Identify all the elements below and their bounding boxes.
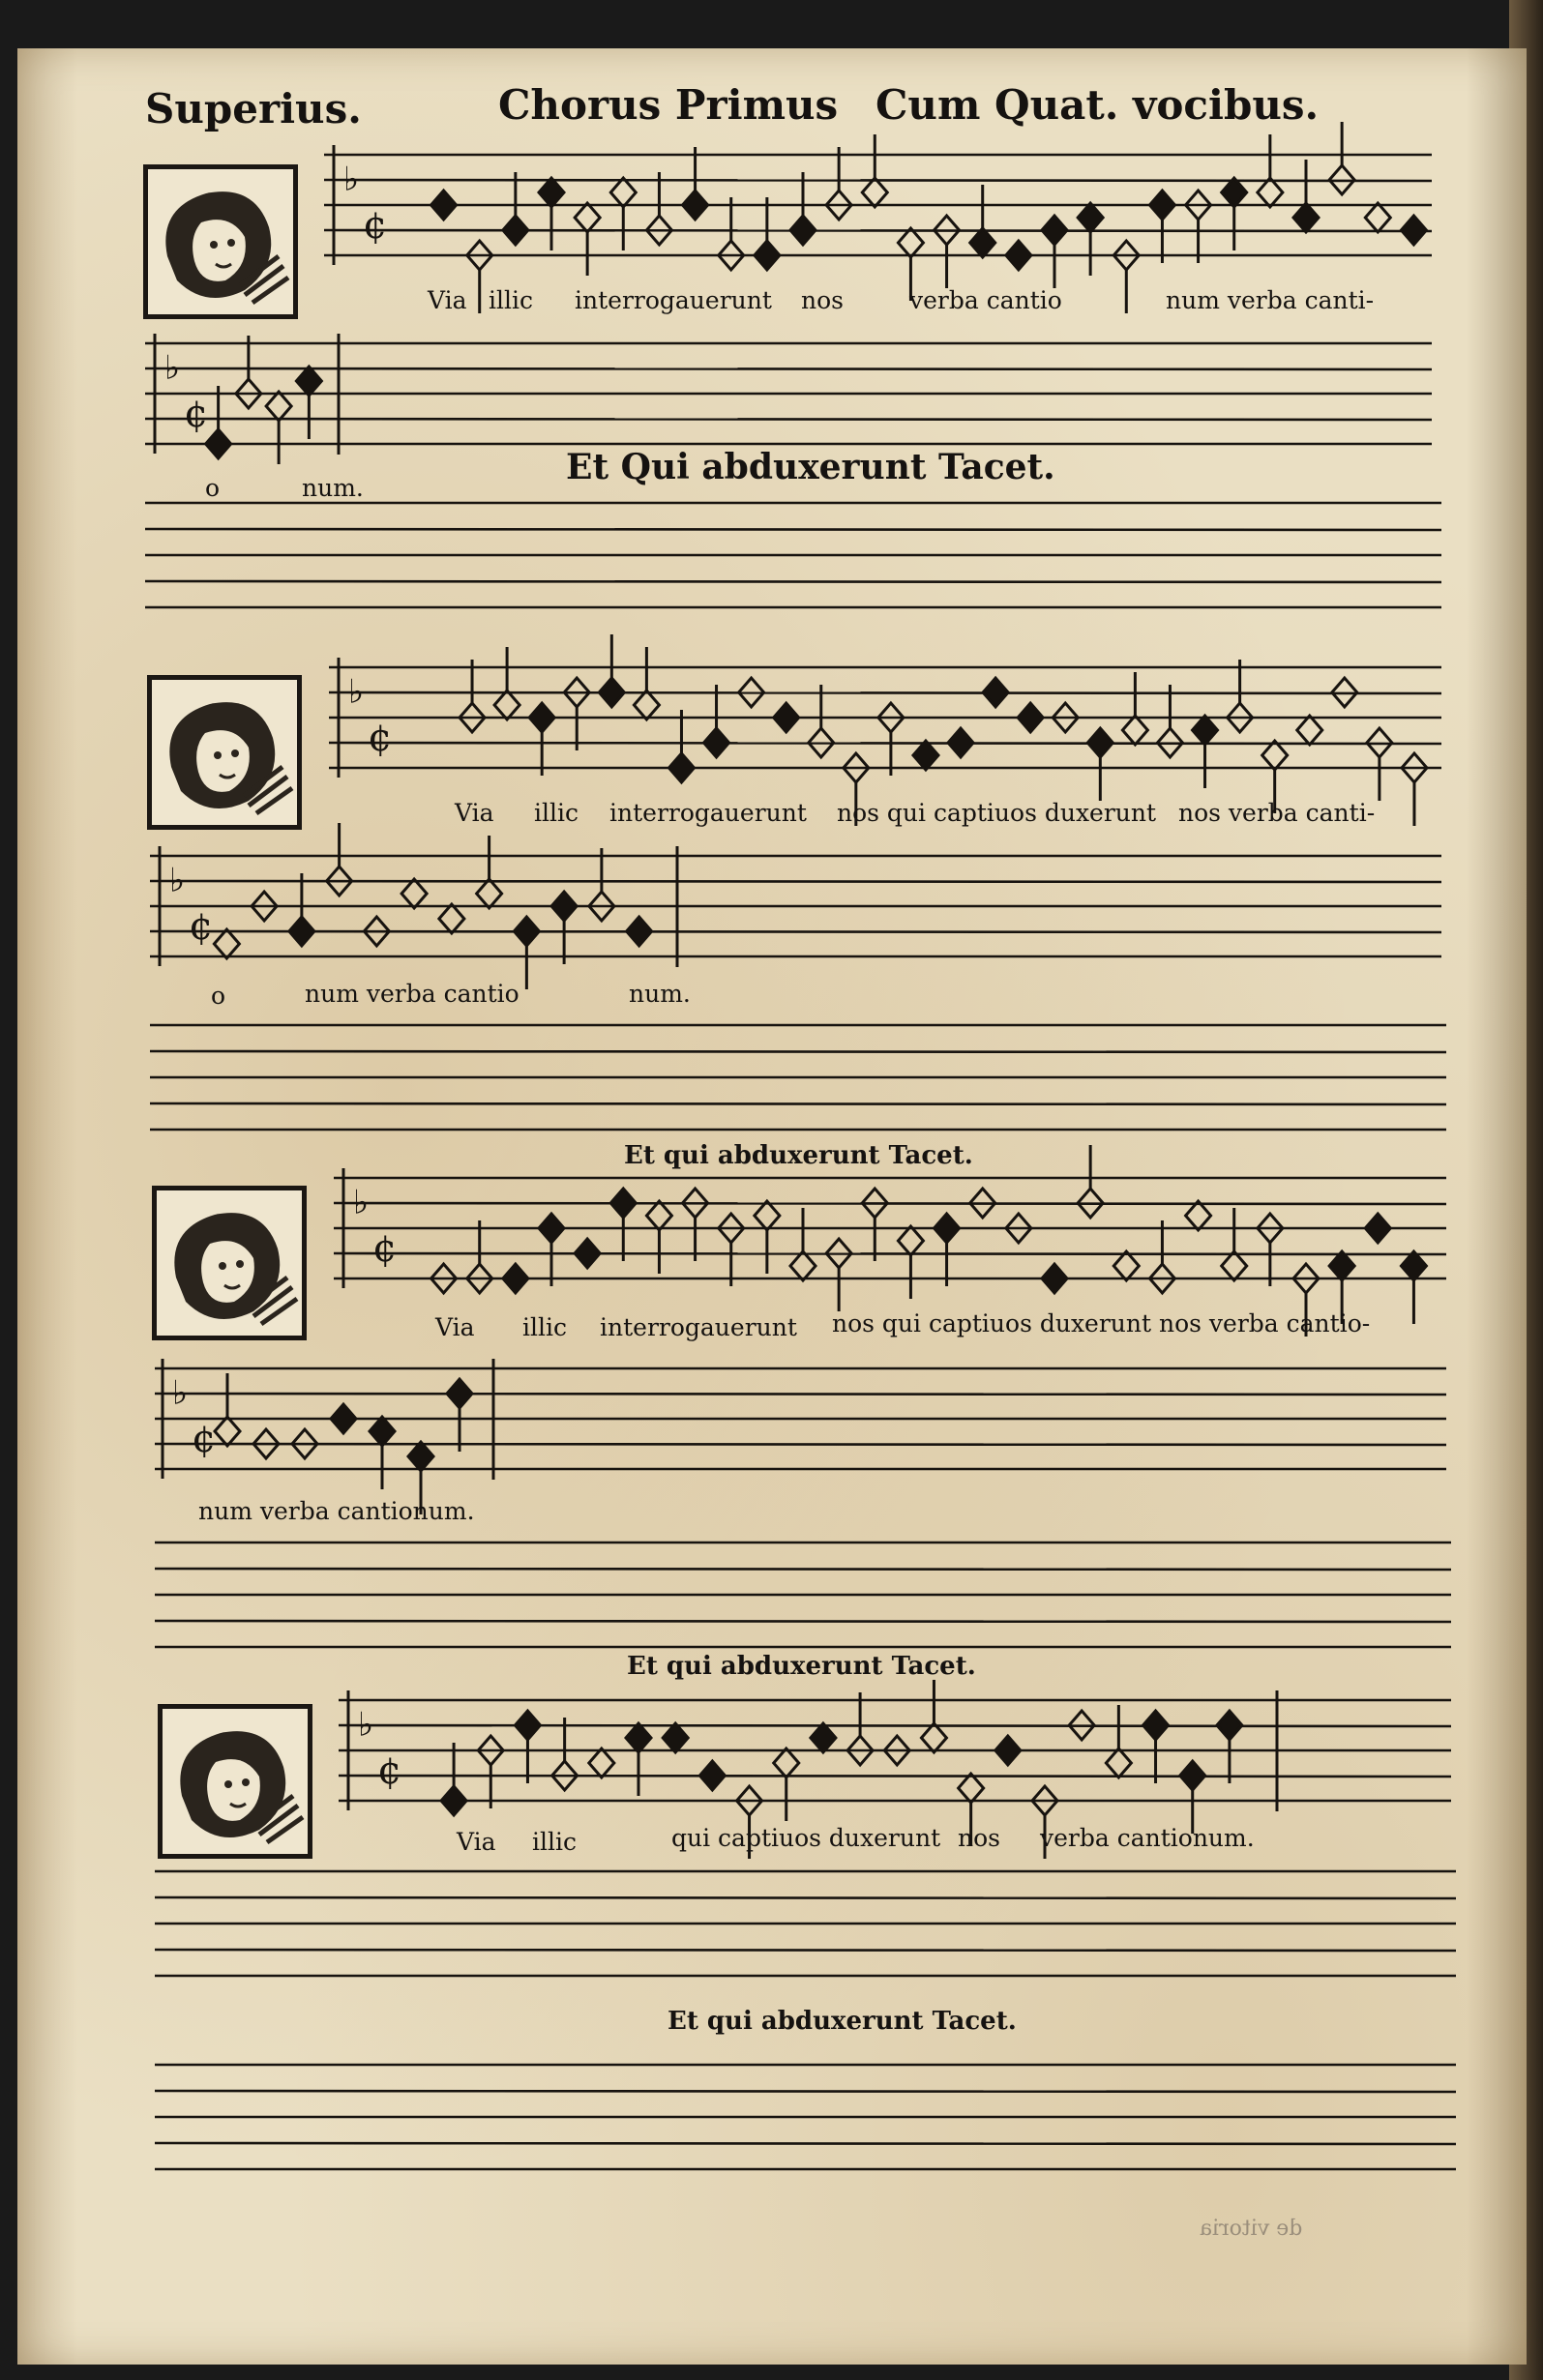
lyric: nos	[801, 286, 844, 314]
note	[1222, 1251, 1247, 1280]
note	[790, 216, 816, 245]
note	[494, 690, 519, 720]
empty-staff-line	[155, 2091, 1456, 2092]
note	[646, 1201, 671, 1230]
lyric: Via	[455, 799, 494, 827]
note	[441, 1786, 466, 1815]
note	[401, 879, 427, 908]
lyric: num verba cantio	[305, 980, 519, 1008]
note	[1329, 1251, 1354, 1280]
mensuration-sign: ¢	[189, 903, 214, 949]
staff-line	[324, 230, 1432, 231]
note	[206, 429, 231, 458]
footer-bleedthrough: de vitoria	[1200, 2217, 1303, 2241]
note	[266, 392, 291, 421]
note	[599, 678, 624, 707]
note	[1180, 1761, 1205, 1790]
note	[774, 703, 799, 732]
staff-line	[155, 1444, 1446, 1445]
staff-line	[339, 1725, 1451, 1726]
note	[529, 703, 554, 732]
note	[1106, 1748, 1131, 1778]
note	[331, 1404, 356, 1433]
note	[1193, 716, 1218, 745]
empty-staff-line	[155, 1950, 1456, 1951]
note	[296, 367, 321, 396]
note	[1297, 716, 1322, 745]
note	[1365, 203, 1390, 232]
flat-sign: ♭	[358, 1705, 374, 1745]
note	[1087, 728, 1113, 757]
note	[935, 1214, 960, 1243]
note	[626, 1723, 651, 1752]
note	[1143, 1711, 1169, 1740]
note	[1365, 1214, 1390, 1243]
lyric: num.	[302, 474, 364, 502]
empty-staff-line	[145, 529, 1441, 530]
note	[898, 1226, 923, 1255]
note	[610, 178, 636, 207]
empty-staff-line	[155, 1621, 1451, 1622]
lyric: o	[211, 982, 226, 1010]
note	[477, 879, 502, 908]
staff-line	[150, 931, 1441, 932]
note	[289, 917, 314, 946]
lyric: interrogauerunt	[609, 799, 807, 827]
lyric: Via	[457, 1828, 496, 1856]
note	[408, 1442, 433, 1471]
note	[913, 741, 938, 770]
note	[1186, 1201, 1211, 1230]
lyric: nos qui captiuos duxerunt	[837, 799, 1157, 827]
note	[755, 1201, 780, 1230]
note	[431, 191, 457, 220]
lyric: interrogauerunt	[600, 1313, 797, 1341]
lyric: Via	[435, 1313, 475, 1341]
note	[370, 1417, 395, 1446]
note	[1018, 703, 1043, 732]
note	[539, 178, 564, 207]
note	[1113, 1251, 1139, 1280]
flat-sign: ♭	[164, 348, 181, 388]
note	[970, 228, 995, 257]
note	[1401, 216, 1426, 245]
note	[1262, 741, 1288, 770]
mensuration-sign: ¢	[192, 1416, 217, 1461]
note	[811, 1723, 836, 1752]
flat-sign: ♭	[353, 1183, 370, 1222]
note	[683, 191, 708, 220]
mensuration-sign: ¢	[372, 1225, 398, 1271]
voice-part-heading: Superius.	[145, 85, 362, 132]
note	[439, 904, 464, 933]
empty-staff-line	[150, 1103, 1446, 1104]
empty-staff-line	[155, 1569, 1451, 1570]
lyric: nos verba canti-	[1178, 799, 1376, 827]
lyric: nos	[958, 1824, 1000, 1852]
mensuration-sign: ¢	[184, 391, 209, 436]
mensuration-sign: ¢	[368, 715, 393, 760]
lyric: illic	[534, 799, 579, 827]
staff-line	[334, 1253, 1446, 1254]
tacet-instruction: Et qui abduxerunt Tacet.	[627, 1652, 976, 1681]
note	[1122, 716, 1147, 745]
lyric: qui captiuos duxerunt	[671, 1824, 941, 1852]
flat-sign: ♭	[169, 861, 186, 900]
note	[774, 1748, 799, 1778]
note	[704, 728, 729, 757]
empty-staff-line	[145, 581, 1441, 582]
tacet-instruction: Et qui abduxerunt Tacet.	[624, 1141, 973, 1170]
note	[755, 241, 780, 270]
lyric: illic	[522, 1313, 567, 1341]
voices-count-heading: Cum Quat. vocibus.	[875, 81, 1320, 129]
note	[1042, 1264, 1067, 1293]
flat-sign: ♭	[172, 1373, 189, 1413]
staff-line	[334, 1203, 1446, 1204]
note	[1042, 216, 1067, 245]
note	[503, 216, 528, 245]
note	[1258, 178, 1283, 207]
note	[983, 678, 1008, 707]
note	[790, 1251, 816, 1280]
note	[948, 728, 973, 757]
note	[514, 917, 539, 946]
note	[959, 1774, 984, 1803]
note	[539, 1214, 564, 1243]
note	[627, 917, 652, 946]
note	[215, 1417, 240, 1446]
note	[1222, 178, 1247, 207]
note	[1401, 1251, 1426, 1280]
note	[1149, 191, 1174, 220]
empty-staff-line	[150, 1051, 1446, 1052]
lyric: o	[205, 474, 221, 502]
lyric: num verba canti-	[1166, 286, 1375, 314]
staff-line	[329, 692, 1441, 693]
flat-sign: ♭	[348, 672, 365, 712]
mensuration-sign: ¢	[363, 202, 388, 248]
note	[995, 1736, 1021, 1765]
note	[1078, 203, 1103, 232]
staff-line	[155, 1394, 1446, 1395]
note	[921, 1723, 946, 1752]
lyric: illic	[489, 286, 533, 314]
lyric: num.	[629, 980, 691, 1008]
lyric: nos qui captiuos duxerunt nos verba cantio-	[832, 1309, 1371, 1337]
note	[1217, 1711, 1242, 1740]
note	[663, 1723, 688, 1752]
tacet-instruction: Et Qui abduxerunt Tacet.	[566, 447, 1055, 487]
note	[447, 1379, 472, 1408]
empty-staff-line	[155, 2143, 1456, 2144]
tacet-instruction: Et qui abduxerunt Tacet.	[668, 2007, 1017, 2036]
note	[575, 1239, 600, 1268]
staff-line	[339, 1776, 1451, 1777]
note	[589, 1748, 614, 1778]
note	[610, 1189, 636, 1218]
lyric: verba cantio	[909, 286, 1062, 314]
note	[898, 228, 923, 257]
note	[214, 929, 239, 958]
staff-line	[150, 881, 1441, 882]
chorus-heading: Chorus Primus	[498, 81, 839, 129]
lyric: Via	[428, 286, 467, 314]
note	[515, 1711, 540, 1740]
mensuration-sign: ¢	[377, 1748, 402, 1793]
lyric: interrogauerunt	[575, 286, 772, 314]
lyric: illic	[532, 1828, 577, 1856]
note	[699, 1761, 725, 1790]
empty-staff-line	[155, 1897, 1456, 1898]
flat-sign: ♭	[343, 160, 360, 199]
lyric: num verba cantionum.	[198, 1497, 475, 1525]
note	[575, 203, 600, 232]
note	[862, 178, 887, 207]
note	[634, 690, 659, 720]
lyric: verba cantionum.	[1040, 1824, 1255, 1852]
note	[551, 892, 577, 921]
note	[668, 753, 694, 782]
note	[1006, 241, 1031, 270]
note	[503, 1264, 528, 1293]
note	[1293, 203, 1319, 232]
